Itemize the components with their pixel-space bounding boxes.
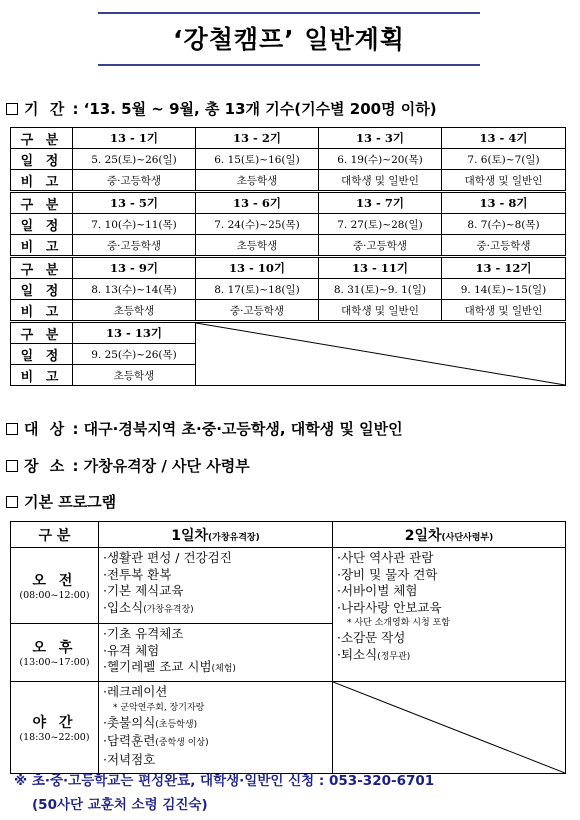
- group-label: 구 분: [11, 128, 73, 149]
- footer-officer: (50사단 교훈처 소령 김진숙): [32, 797, 208, 813]
- day1-header: [99, 522, 333, 548]
- day1-subtitle: (가창유격장): [208, 532, 260, 543]
- schedule-group-row: [11, 192, 566, 214]
- note-cell: 중·고등학생: [196, 300, 319, 322]
- note-label: 비 고: [11, 300, 73, 322]
- date-cell: 8. 17(토)~18(일): [196, 279, 319, 300]
- list-item: ·소감문 작성: [337, 630, 406, 645]
- list-item: ·퇴소식(정무관): [337, 646, 411, 662]
- group-label: 구 분: [11, 192, 73, 214]
- day2-subtitle: (사단사령부): [441, 532, 494, 543]
- note-label: 비 고: [11, 170, 73, 192]
- schedule-dates-row: [11, 279, 566, 300]
- list-item: ·전투복 환복: [103, 566, 172, 582]
- day1-list: [99, 624, 332, 680]
- group-cell: 13 - 4기: [442, 128, 566, 149]
- schedule-notes-row: [11, 235, 566, 257]
- date-cell: 7. 27(토)~28(일): [319, 214, 442, 235]
- note-cell: 초등학생: [73, 365, 196, 386]
- schedule-notes-row: [11, 170, 566, 192]
- list-item: ·사단 역사관 관람: [337, 550, 434, 565]
- program-row-night: [11, 682, 566, 774]
- date-cell: 8. 13(수)~14(목): [73, 279, 196, 300]
- slot-name: 야 간: [32, 715, 77, 731]
- day2-list: [333, 548, 565, 667]
- slot-cell: [11, 624, 99, 682]
- diagonal-line-icon: [333, 682, 565, 773]
- date-cell: 8. 31(토)~9. 1(일): [319, 279, 442, 300]
- checkbox-square-icon: [6, 460, 18, 472]
- day2-header: [333, 522, 566, 548]
- schedule-group-row: [11, 322, 566, 344]
- note-cell: 중·고등학생: [319, 235, 442, 257]
- list-item: ·레크레이션: [103, 684, 168, 699]
- schedule-group-row: [11, 257, 566, 279]
- list-item: ·유격 체험: [103, 642, 160, 658]
- group-label: 구 분: [11, 257, 73, 279]
- date-cell: 6. 15(토)~16(일): [196, 149, 319, 170]
- day1-cell: [99, 548, 333, 624]
- list-note: * 군악연주회, 장기자랑: [113, 702, 205, 713]
- group-cell: 13 - 9기: [73, 257, 196, 279]
- title-bottom-rule: [98, 64, 480, 66]
- note-cell: 대학생 및 일반인: [442, 300, 566, 322]
- target-label: 대 상: [24, 420, 68, 438]
- period-label: 기 간: [24, 100, 68, 118]
- group-cell: 13 - 13기: [73, 322, 196, 344]
- program-heading: 기본 프로그램: [24, 493, 117, 511]
- note-cell: 대학생 및 일반인: [442, 170, 566, 192]
- group-cell: 13 - 1기: [73, 128, 196, 149]
- checkbox-square-icon: [6, 103, 18, 115]
- note-cell: 초등학생: [73, 300, 196, 322]
- list-item: ·서바이벌 체험: [337, 583, 418, 598]
- target-value: : 대구·경북지역 초·중·고등학생, 대학생 및 일반인: [72, 420, 403, 438]
- list-item: ·장비 및 물자 견학: [337, 566, 438, 582]
- title-block: [98, 12, 480, 66]
- program-row-morning: [11, 548, 566, 624]
- program-header-row: [11, 522, 566, 548]
- group-cell: 13 - 3기: [319, 128, 442, 149]
- note-cell: 대학생 및 일반인: [319, 170, 442, 192]
- slot-time: (13:00~17:00): [19, 657, 90, 668]
- group-cell: 13 - 8기: [442, 192, 566, 214]
- dates-label: 일 정: [11, 279, 73, 300]
- group-label: 구 분: [11, 322, 73, 344]
- footer-contact: ※ 초·중·고등학교는 편성완료, 대학생·일반인 신청 : 053-320-6701: [14, 773, 435, 789]
- schedule-notes-row: [11, 300, 566, 322]
- checkbox-square-icon: [6, 423, 18, 435]
- note-cell: 중·고등학생: [73, 170, 196, 192]
- empty-diagonal-cell: [196, 322, 566, 386]
- note-cell: 대학생 및 일반인: [319, 300, 442, 322]
- empty-diagonal-cell: [333, 682, 566, 774]
- group-cell: 13 - 6기: [196, 192, 319, 214]
- day1-cell: [99, 624, 333, 682]
- group-cell: 13 - 2기: [196, 128, 319, 149]
- day1-title: 1일차: [171, 527, 209, 544]
- diagonal-line-icon: [196, 323, 565, 385]
- date-cell: 9. 25(수)~26(목): [73, 344, 196, 365]
- date-cell: 7. 10(수)~11(목): [73, 214, 196, 235]
- list-item: ·나라사랑 안보교육: [337, 599, 442, 615]
- list-item: ·저녁점호: [103, 751, 156, 767]
- program-table: [10, 521, 566, 774]
- group-cell: 13 - 10기: [196, 257, 319, 279]
- list-item: ·헬기레펠 조교 시범(체험): [103, 659, 236, 674]
- day1-cell: [99, 682, 333, 774]
- list-note: * 사단 소개영화 시청 포함: [347, 618, 450, 628]
- day2-title: 2일차: [404, 527, 442, 544]
- checkbox-square-icon: [6, 496, 18, 508]
- note-label: 비 고: [11, 365, 73, 386]
- slot-time: (18:30~22:00): [19, 732, 90, 743]
- day1-list: [99, 548, 332, 620]
- place-label: 장 소: [24, 457, 68, 475]
- list-item: ·입소식(가창유격장): [103, 599, 194, 615]
- list-item: ·기초 유격체조: [103, 626, 184, 641]
- note-cell: 초등학생: [196, 170, 319, 192]
- date-cell: 7. 6(토)~7(일): [442, 149, 566, 170]
- slot-cell: [11, 548, 99, 624]
- period-section: [6, 98, 437, 119]
- target-section: [6, 418, 403, 439]
- list-item: ·담력훈련(중학생 이상): [103, 733, 209, 748]
- slot-cell: [11, 682, 99, 774]
- group-cell: 13 - 11기: [319, 257, 442, 279]
- group-cell: 13 - 5기: [73, 192, 196, 214]
- period-value: : ‘13. 5월 ~ 9월, 총 13개 기수(기수별 200명 이하): [72, 100, 437, 118]
- group-cell: 13 - 12기: [442, 257, 566, 279]
- dates-label: 일 정: [11, 149, 73, 170]
- schedule-group-row: [11, 128, 566, 149]
- day2-cell: [333, 548, 566, 682]
- page-title: ‘강철캠프’ 일반계획: [173, 25, 405, 54]
- slot-time: (08:00~12:00): [19, 590, 90, 601]
- date-cell: 9. 14(토)~15(일): [442, 279, 566, 300]
- program-section: [6, 491, 116, 512]
- note-cell: 초등학생: [196, 235, 319, 257]
- note-cell: 중·고등학생: [442, 235, 566, 257]
- list-item: ·생활관 편성 / 건강검진: [103, 550, 232, 565]
- dates-label: 일 정: [11, 214, 73, 235]
- place-section: [6, 455, 250, 476]
- slot-name: 오 후: [32, 640, 77, 656]
- date-cell: 8. 7(수)~8(목): [442, 214, 566, 235]
- program-col-label: 구 분: [11, 522, 99, 548]
- list-item: ·기본 제식교육: [103, 583, 184, 598]
- schedule-table: [10, 127, 566, 386]
- place-value: : 가창유격장 / 사단 사령부: [72, 457, 250, 475]
- date-cell: 5. 25(토)~26(일): [73, 149, 196, 170]
- group-cell: 13 - 7기: [319, 192, 442, 214]
- note-label: 비 고: [11, 235, 73, 257]
- note-cell: 중·고등학생: [73, 235, 196, 257]
- slot-name: 오 전: [32, 573, 77, 589]
- list-item: ·촛불의식(초등학생): [103, 714, 198, 730]
- date-cell: 6. 19(수)~20(목): [319, 149, 442, 170]
- schedule-dates-row: [11, 214, 566, 235]
- schedule-dates-row: [11, 149, 566, 170]
- dates-label: 일 정: [11, 344, 73, 365]
- date-cell: 7. 24(수)~25(목): [196, 214, 319, 235]
- day1-list: [99, 682, 332, 770]
